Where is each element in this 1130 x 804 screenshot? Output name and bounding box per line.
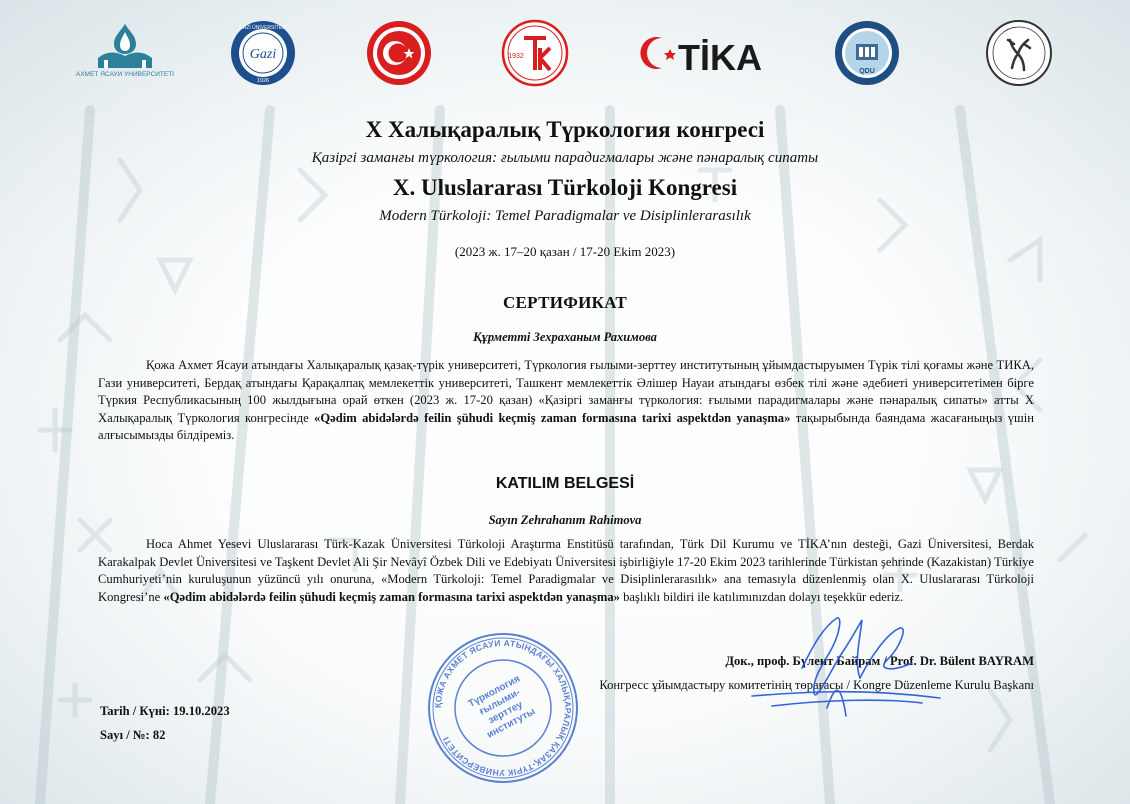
qdu-logo [832, 18, 902, 88]
certificate-number: Sayı / №: 82 [100, 728, 166, 742]
gazi-caption: GAZİ ÜNİVERSİTESİ [239, 25, 287, 31]
handwritten-signature [742, 608, 942, 718]
congress-dates: (2023 ж. 17–20 қазан / 17-20 Ekim 2023) [454, 244, 676, 259]
paper-title-tr: «Qədim abidələrdə feilin şühudi keçmiş zaman formasına tarixi aspektdən yanaşma» [163, 589, 620, 604]
svg-text:Gazi: Gazi [249, 47, 277, 62]
body-tr-text: Hoca Ahmet Yesevi Uluslararası Türk-Kazak Üniversitesi Türkoloji Araştırma Enstitüsü tarafından, Türk Dil Kurumu ve TİKA’nın desteği, Gazi Üniversitesi, Berdak Karakalpak Devlet Üniversitesi ve Taşkent Devlet Ali Şir Nevâyî Özbek Dili ve Edebiyatı Üniversitesi işbirliğiyle 17-20 Ekim 2023 tarihlerinde Türkistan şehrinde (Kazakistan) Türkiye Cumhuriyeti’nin kuruluşunun yüzüncü yılı onuruna, «Modern Türkoloji: Temel Paradigmalar ve Disiplinlerarasılık» ana temasıyla düzenlenmiş olan X. Uluslararası Türkoloji Kongresi’ne [98, 537, 1034, 604]
body-kz-ending: тақырыбында баяндама жасағаныңыз үшін алғысымызды білдіреміз. [98, 410, 1034, 443]
body-kz-text: Қожа Ахмет Ясауи атындағы Халықаралық қазақ-түрік университеті, Түркология ғылыми-зерттеу институтының ұйымдастыруымен Түрік тілі қоғамы және ТИКА, Гази университеті, Бердақ атындағы Қарақалпақ мемлекеттік университеті, Ташкент мемлекеттік Әлішер Науаи атындағы өзбек тілі және әдебиеті университетімен бірге Түркия Республикасының 100 жылдығына орай өткен (2023 ж. 17-20 қазан) «Қазіргі заманғы түркология: ғылыми парадигмалары және пәнаралық сипаты» атты X Халықаралық Түркология конгресінде [98, 358, 1034, 425]
signatory-position: Конгресс ұйымдастыру комитетінің төрағасы / Kongre Düzenleme Kurulu Başkanı [599, 678, 1034, 692]
tika-logo [640, 18, 760, 88]
deer-logo [984, 18, 1054, 88]
partner-logos [0, 18, 1130, 88]
congress-title-kz: X Халықаралық Түркология конгресі [365, 117, 765, 142]
qdu-caption: QDU [859, 68, 875, 75]
recipient-name-kz: Құрметті Зехраханым Рахимова [473, 330, 657, 344]
ayu-logo [76, 18, 174, 88]
recipient-name-tr: Sayın Zehrahanım Rahimova [488, 513, 642, 527]
ayu-caption: АХМЕТ ЯСАУИ УНИВЕРСИТЕТІ [76, 71, 174, 78]
congress-subtitle-kz: Қазіргі заманғы түркология: ғылыми парадигмалары және пәнаралық сипаты [311, 150, 819, 166]
turkic-society-logo [364, 18, 434, 88]
paper-title-kz: «Qədim abidələrdə feilin şühudi keçmiş zaman formasına tarixi aspektdən yanaşma» [314, 410, 791, 425]
tika-wordmark: TİKA [678, 37, 762, 78]
congress-title-tr: X. Uluslararası Türkoloji Kongresi [392, 175, 738, 200]
gazi-year: 1926 [256, 78, 270, 84]
certificate-body-kz [98, 357, 1034, 445]
body-tr-ending: başlıklı bildiri ile katılımınızdan dolayı teşekkür ederiz. [619, 589, 904, 604]
tdk-year: 1932 [508, 53, 524, 60]
participation-heading: KATILIM BELGESİ [495, 475, 635, 492]
certificate-body-tr [98, 536, 1034, 606]
signatory-name: Док., проф. Бүлент Байрам / Prof. Dr. Bülent BAYRAM [725, 654, 1034, 668]
stamp-center-text: Түркология ғылыми-зерттеу институты [466, 673, 538, 741]
certificate-heading: СЕРТИФИКАТ [502, 293, 628, 312]
congress-subtitle-tr: Modern Türkoloji: Temel Paradigmalar ve Disiplinlerarasılık [379, 208, 751, 224]
tdk-logo [500, 18, 570, 88]
issue-date: Tarih / Күні: 19.10.2023 [100, 704, 230, 718]
stamp-ring-text: ҚОЖА АХМЕТ ЯСАУИ АТЫНДАҒЫ ХАЛЫҚАРАЛЫҚ ҚАЗАҚ-ТҮРІК УНИВЕРСИТЕТІ [432, 637, 574, 779]
official-stamp [424, 632, 582, 784]
gazi-logo [228, 18, 298, 88]
